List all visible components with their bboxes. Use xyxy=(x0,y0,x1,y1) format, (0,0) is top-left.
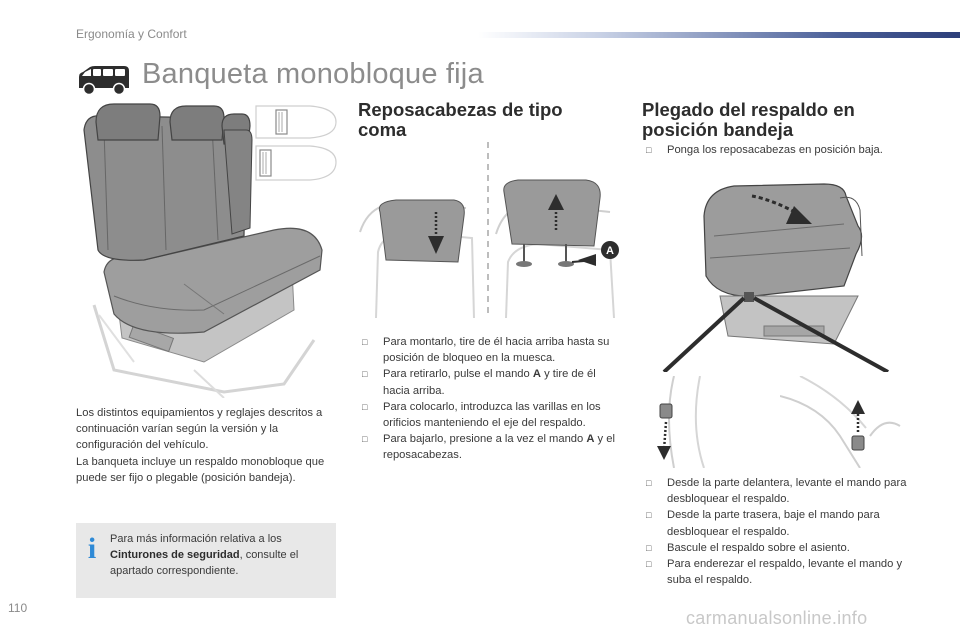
instruction-text: Para montarlo, tire de él hacia arriba hasta su posición de bloqueo en la muesca. xyxy=(383,336,610,365)
instruction-text: Para retirarlo, pulse el mando xyxy=(383,368,533,381)
instruction-text: Ponga los reposacabezas en posición baja. xyxy=(667,144,883,156)
instruction-text: Desde la parte delantera, levante el mando para desbloquear el respaldo. xyxy=(667,477,907,506)
list-item xyxy=(644,540,914,556)
info-text-part-1: Para más información relativa a los xyxy=(110,533,282,545)
intro-paragraph-2: La banqueta incluye un respaldo monobloque que puede ser fijo o plegable (posición bandeja). xyxy=(76,455,325,484)
bullet-marker-icon: □ xyxy=(646,145,652,155)
van-icon xyxy=(76,64,132,96)
instruction-text: Desde la parte trasera, baje el mando para desbloquear el respaldo. xyxy=(667,509,880,538)
headrest-illustration xyxy=(356,142,620,318)
info-icon: i xyxy=(87,532,97,565)
watermark: carmanualsonline.info xyxy=(686,608,868,628)
vehicle-layout-diagrams xyxy=(252,102,340,184)
info-text-part-2: , consulte el apartado correspondiente. xyxy=(110,549,299,577)
list-item xyxy=(360,399,620,431)
page-number: 110 xyxy=(8,601,28,615)
seatbelts-reference: Cinturones de seguridad xyxy=(110,549,240,561)
headrests-section-title xyxy=(358,100,608,140)
bullet-marker-icon: □ xyxy=(646,510,652,521)
control-a-reference: A xyxy=(532,368,541,381)
bullet-marker-icon: □ xyxy=(362,434,368,445)
header-accent-bar xyxy=(478,32,960,38)
folding-preparation-list xyxy=(644,142,914,158)
folding-title-line-1: Plegado del respaldo en xyxy=(642,99,855,120)
headrests-title-line-1: Reposacabezas de tipo xyxy=(358,99,563,120)
bullet-marker-icon: □ xyxy=(646,478,652,488)
callout-a-label: A xyxy=(606,245,614,257)
instruction-text: Para bajarlo, presione a la vez el mando xyxy=(383,433,587,446)
control-a-reference: A xyxy=(586,433,595,446)
list-item xyxy=(360,366,620,398)
list-item xyxy=(644,507,914,539)
bullet-marker-icon: □ xyxy=(362,369,368,380)
instruction-text: y tire de él hacia arriba. xyxy=(383,368,596,397)
headrests-instructions-list xyxy=(360,334,620,464)
bullet-marker-icon: □ xyxy=(646,559,652,570)
list-item xyxy=(360,431,620,463)
list-item xyxy=(644,475,914,507)
folding-section-title xyxy=(642,100,912,140)
list-item xyxy=(360,334,620,366)
folded-seat-illustration xyxy=(644,176,906,372)
folding-instructions-list xyxy=(644,475,914,588)
list-item xyxy=(644,556,914,588)
instruction-text: Para enderezar el respaldo, levante el mando y suba el respaldo. xyxy=(667,558,903,587)
intro-paragraph-1: Los distintos equipamientos y reglajes descritos a continuación varían según la versión y la configuración del vehículo. xyxy=(76,407,323,452)
list-item xyxy=(644,142,914,158)
headrests-title-line-2: coma xyxy=(358,119,407,140)
instruction-text: Bascule el respaldo sobre el asiento. xyxy=(667,541,850,554)
folding-title-line-2: posición bandeja xyxy=(642,119,794,140)
rear-lever-illustration xyxy=(780,376,906,468)
bullet-marker-icon: □ xyxy=(646,542,652,553)
bullet-marker-icon: □ xyxy=(362,337,368,347)
info-text xyxy=(110,531,328,579)
bullet-marker-icon: □ xyxy=(362,401,368,412)
page-title: Banqueta monobloque fija xyxy=(142,58,484,90)
intro-text xyxy=(76,405,338,486)
instruction-text: Para colocarlo, introduzca las varillas en los orificios manteniendo el eje del respaldo. xyxy=(383,400,601,430)
instruction-text: y el reposacabezas. xyxy=(383,433,615,462)
info-box xyxy=(76,523,336,598)
section-header-label: Ergonomía y Confort xyxy=(76,27,187,41)
front-lever-illustration xyxy=(644,376,776,468)
